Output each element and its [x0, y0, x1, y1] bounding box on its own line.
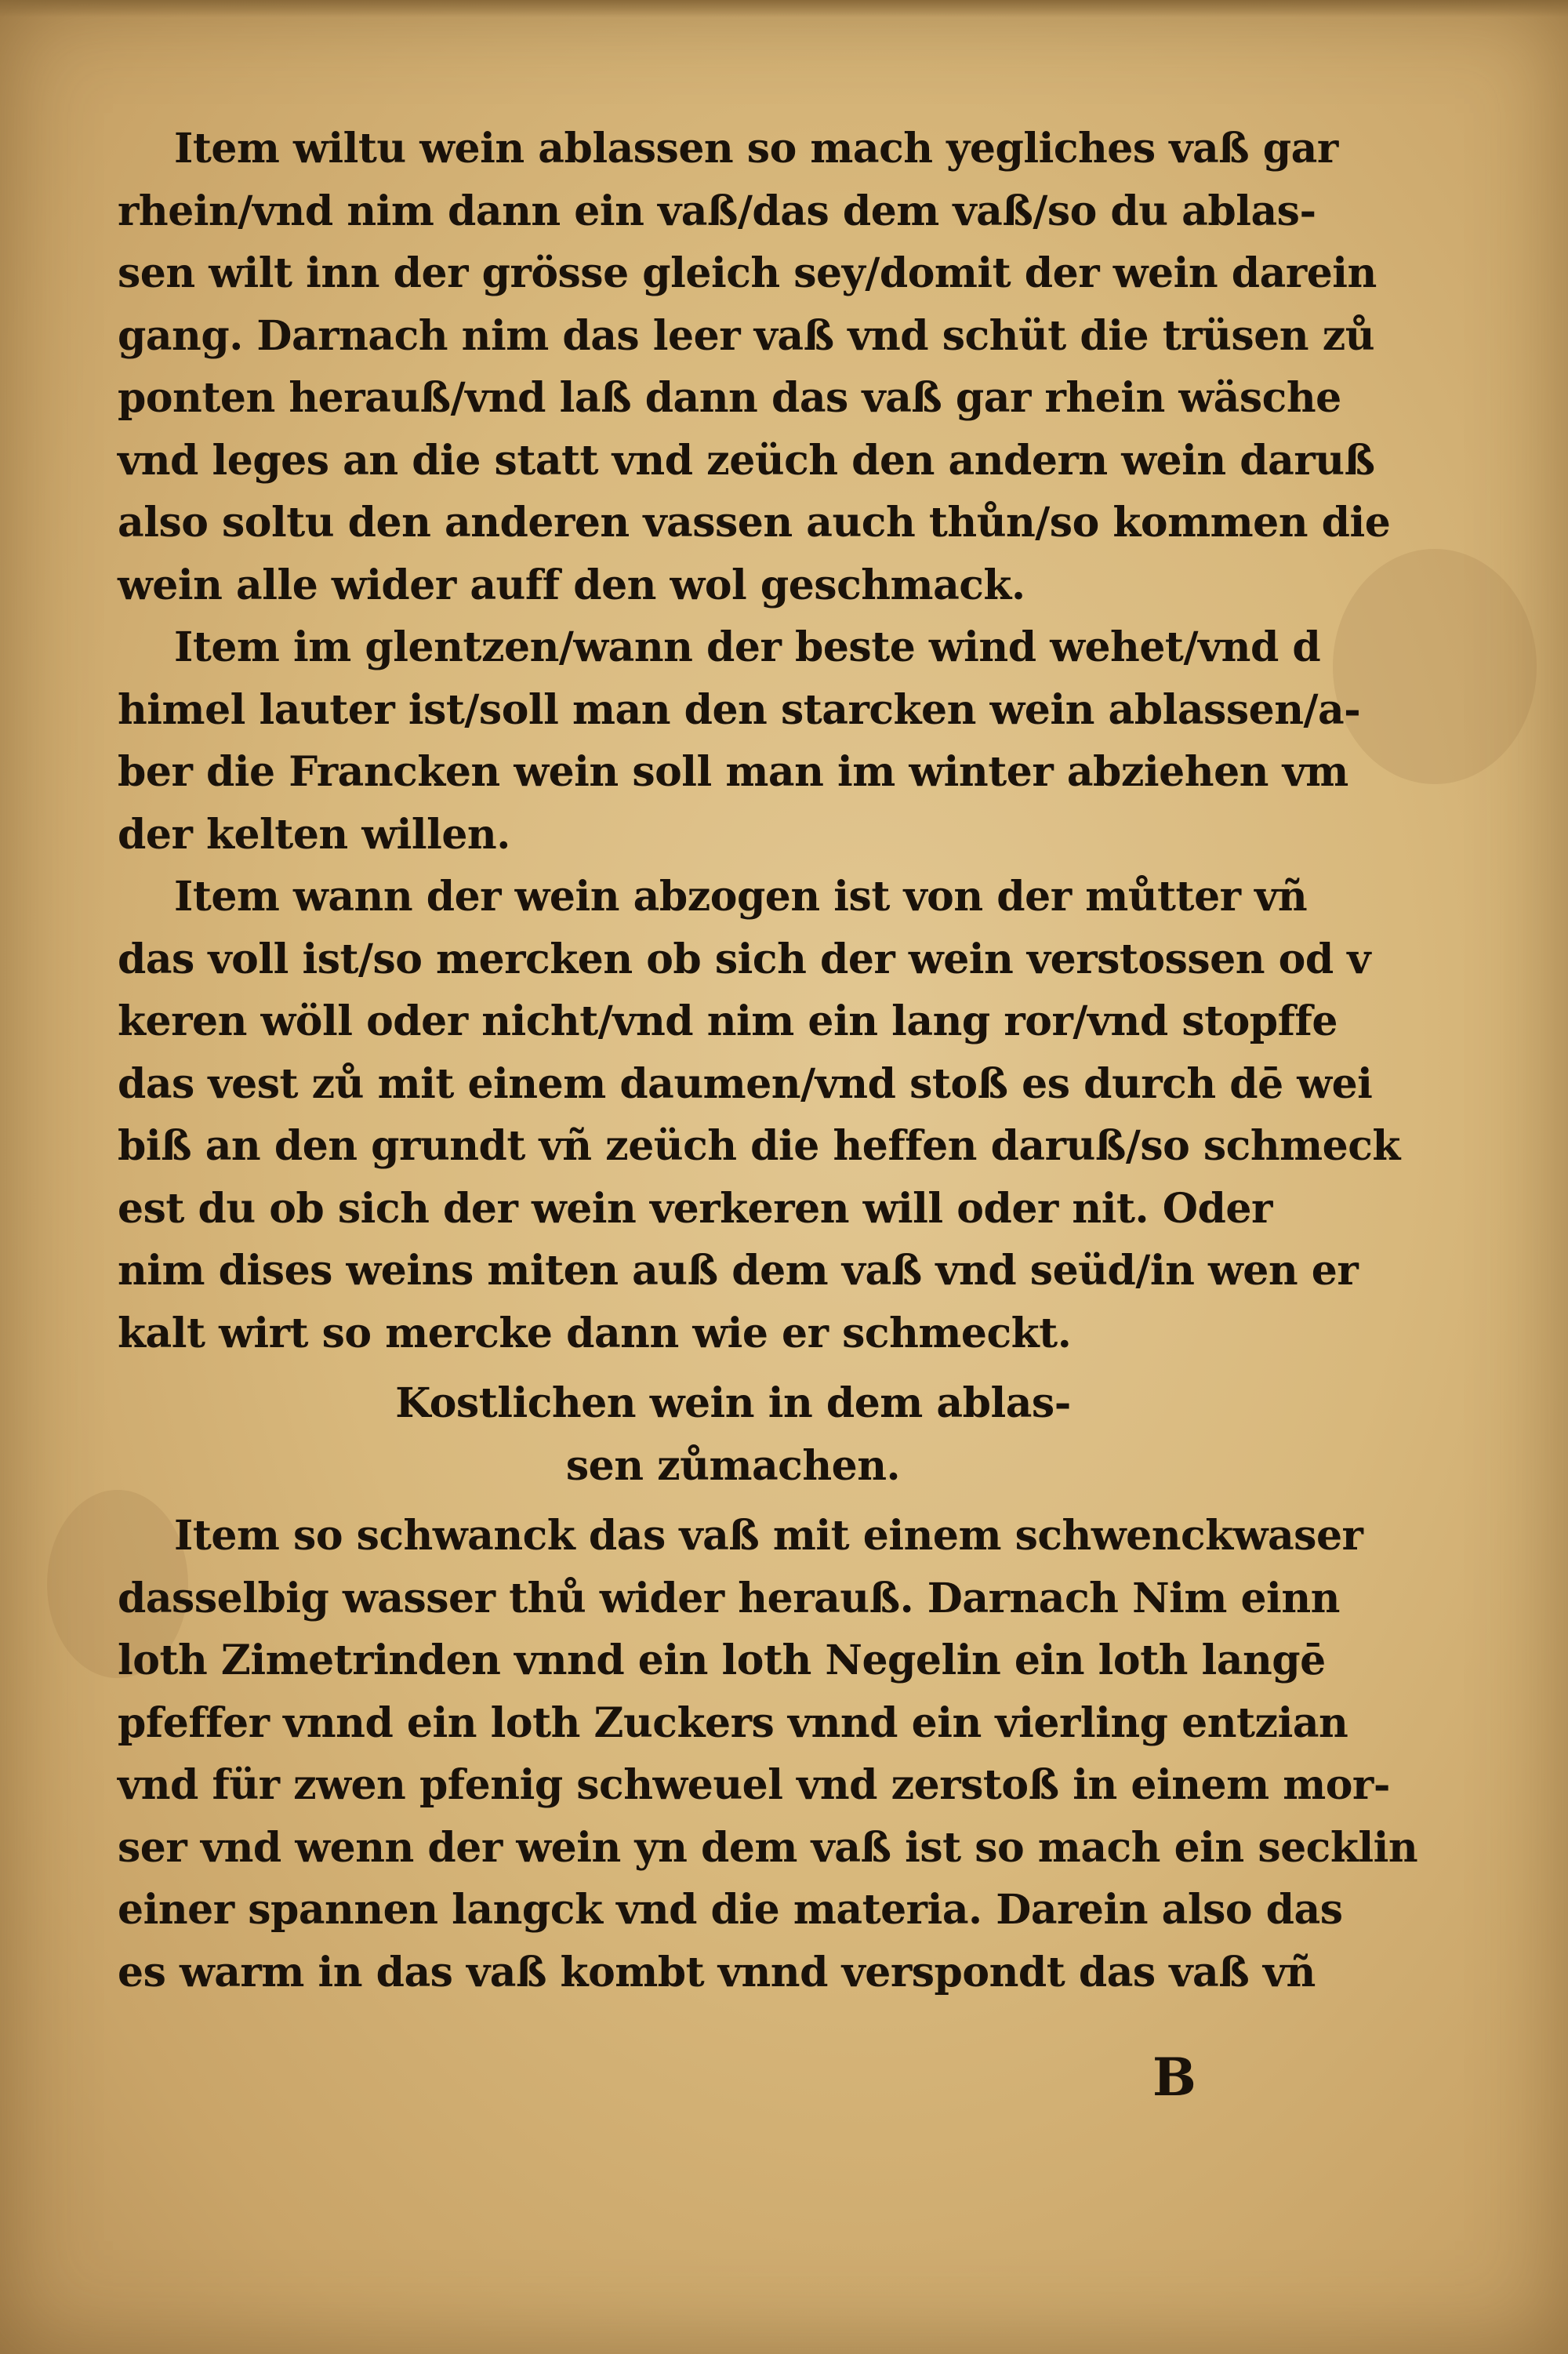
heading-line: Kostlichen wein in dem ablas- [395, 1379, 1071, 1427]
text-line: der kelten willen. [118, 810, 510, 859]
text-line: gang. Darnach nim das leer vaß vnd schüt die trüsen zů [118, 311, 1375, 360]
text-line: das voll ist/so mercken ob sich der wein verstossen od v [118, 935, 1371, 983]
text-line: himel lauter ist/soll man den starcken wein ablassen/a- [118, 685, 1361, 734]
text-line: Item wiltu wein ablassen so mach yegliches vaß gar [174, 125, 1338, 173]
text-line: vnd für zwen pfenig schweuel vnd zerstoß in einem mor- [118, 1761, 1390, 1809]
text-line: dasselbig wasser thů wider herauß. Darnach Nim einn [118, 1574, 1340, 1622]
paper-stain [1333, 549, 1537, 784]
text-line: also soltu den anderen vassen auch thůn/so kommen die [118, 499, 1391, 547]
heading-line: sen zůmachen. [565, 1441, 901, 1490]
text-line: keren wöll oder nicht/vnd nim ein lang ror/vnd stopffe [118, 997, 1338, 1045]
text-line: vnd leges an die statt vnd zeüch den andern wein daruß [118, 436, 1375, 485]
text-line: kalt wirt so mercke dann wie er schmeckt. [118, 1309, 1072, 1357]
text-line: Item im glentzen/wann der beste wind wehet/vnd d [174, 623, 1321, 671]
text-line: es warm in das vaß kombt vnnd verspondt das vaß vñ [118, 1948, 1316, 1996]
text-line: est du ob sich der wein verkeren will oder nit. Oder [118, 1184, 1272, 1233]
paragraph [118, 118, 1391, 616]
text-line: sen wilt inn der grösse gleich sey/domit der wein darein [118, 249, 1377, 297]
signature-mark: B [1152, 2047, 1196, 2108]
text-line: Item wann der wein abzogen ist von der můtter vñ [174, 873, 1308, 921]
text-line: ponten herauß/vnd laß dann das vaß gar rhein wäsche [118, 374, 1341, 422]
text-line: biß an den grundt vñ zeüch die heffen daruß/so schmeck [118, 1122, 1400, 1170]
section-heading [118, 1364, 1348, 1505]
text-line: loth Zimetrinden vnnd ein loth Negelin ein loth langē [118, 1637, 1326, 1684]
page-text [118, 118, 1418, 2003]
paragraph [118, 1505, 1418, 2003]
text-line: ber die Francken wein soll man im winter abziehen vm [118, 748, 1348, 796]
text-line: wein alle wider auff den wol geschmack. [118, 561, 1025, 609]
text-line: rhein/vnd nim dann ein vaß/das dem vaß/so du ablas- [118, 187, 1316, 235]
page-top-edge [0, 0, 1568, 17]
text-line: Item so schwanck das vaß mit einem schwenckwaser [174, 1512, 1363, 1560]
text-line: pfeffer vnnd ein loth Zuckers vnnd ein vierling entzian [118, 1698, 1348, 1747]
text-line: das vest zů mit einem daumen/vnd stoß es durch dē wei [118, 1059, 1373, 1108]
paragraph [118, 616, 1361, 866]
text-line: nim dises weins miten auß dem vaß vnd seüd/in wen er [118, 1247, 1359, 1295]
text-line: ser vnd wenn der wein yn dem vaß ist so mach ein secklin [118, 1823, 1418, 1872]
paragraph [118, 866, 1400, 1364]
text-line: einer spannen langck vnd die materia. Darein also das [118, 1886, 1343, 1934]
